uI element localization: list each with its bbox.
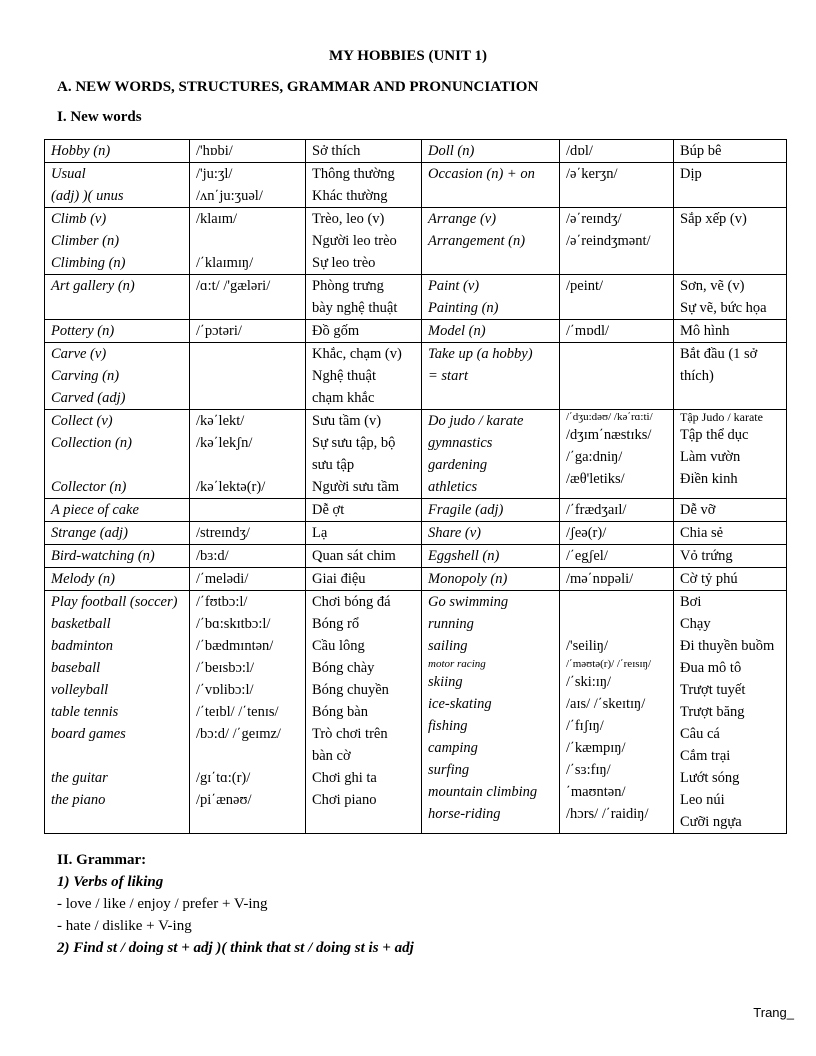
- cell-line: Usual: [51, 166, 86, 182]
- cell-line: Do judo / karate: [428, 413, 524, 429]
- table-row: [45, 545, 787, 568]
- meaning-cell: [674, 522, 787, 545]
- cell-line: /΄teɪbl/ /΄tenɪs/: [196, 704, 279, 720]
- cell-line: /΄bædmɪntən/: [196, 638, 274, 654]
- cell-line: /΄beɪsbɔ:l/: [196, 660, 254, 676]
- table-row: [45, 163, 787, 208]
- grammar-line: - hate / dislike + V-ing: [57, 918, 192, 934]
- table-row: [45, 499, 787, 522]
- ipa-cell: [190, 499, 306, 522]
- cell-line: /ə΄reɪndʒ/: [566, 211, 622, 227]
- ipa-cell: [560, 499, 674, 522]
- cell-line: sưu tập: [312, 457, 355, 473]
- ipa-cell: [190, 343, 306, 410]
- table-row: [45, 591, 787, 834]
- meaning-cell: [306, 545, 422, 568]
- cell-line: /ʌn΄ju:ʒuəl/: [196, 188, 263, 204]
- cell-line: Làm vườn: [680, 449, 741, 465]
- cell-line: Strange (adj): [51, 525, 128, 541]
- ipa-cell: [560, 410, 674, 499]
- cell-line: Tập thể dục: [680, 427, 749, 443]
- cell-line: board games: [51, 726, 126, 742]
- cell-line: thích): [680, 368, 714, 384]
- cell-line: /΄fɪʃɪŋ/: [566, 718, 604, 734]
- meaning-cell: [306, 320, 422, 343]
- cell-line: /dʒɪm΄næstɪks/: [566, 427, 652, 443]
- word-cell: [45, 545, 190, 568]
- cell-line: /΄pɔtəri/: [196, 323, 242, 339]
- cell-line: [196, 499, 299, 521]
- cell-line: [566, 591, 667, 613]
- cell-line: Doll (n): [428, 143, 475, 159]
- cell-line: /΄klaɪmɪŋ/: [196, 255, 254, 271]
- cell-line: camping: [428, 740, 478, 756]
- table-row: [45, 568, 787, 591]
- cell-line: Share (v): [428, 525, 482, 541]
- cell-line: Điền kinh: [680, 471, 738, 487]
- word-cell: [422, 163, 560, 208]
- meaning-cell: [306, 568, 422, 591]
- meaning-cell: [306, 410, 422, 499]
- ipa-cell: [190, 568, 306, 591]
- cell-line: surfing: [428, 762, 470, 778]
- grammar-section: [57, 849, 414, 959]
- cell-line: /kə΄lekʃn/: [196, 435, 253, 451]
- cell-line: Sự vẽ, bức họa: [680, 300, 767, 316]
- table-row: [45, 320, 787, 343]
- meaning-cell: [306, 499, 422, 522]
- cell-line: Cưỡi ngựa: [680, 814, 742, 830]
- cell-line: Phòng trưng: [312, 278, 384, 294]
- grammar-line: - love / like / enjoy / prefer + V-ing: [57, 896, 268, 912]
- ipa-cell: [560, 163, 674, 208]
- cell-line: /æθ'letiks/: [566, 471, 625, 487]
- cell-line: /gɪ΄tɑ:(r)/: [196, 770, 251, 786]
- cell-line: Collect (v): [51, 413, 113, 429]
- cell-line: Sự leo trèo: [312, 255, 376, 271]
- word-cell: [45, 522, 190, 545]
- cell-line: /΄vɒlibɔ:l/: [196, 682, 254, 698]
- cell-line: Thông thường: [312, 166, 395, 182]
- cell-line: (adj) )( unus: [51, 188, 124, 204]
- cell-line: /΄dʒu:dəʊ/ /kə΄rɑ:ti/: [566, 411, 653, 423]
- cell-line: Art gallery (n): [51, 278, 135, 294]
- ipa-cell: [190, 163, 306, 208]
- cell-line: /΄məʊtə(r)/ /΄reɪsɪŋ/: [566, 658, 652, 670]
- cell-line: Vỏ trứng: [680, 548, 733, 564]
- cell-line: /΄ski:ɪŋ/: [566, 674, 612, 690]
- cell-line: /hɔrs/ /΄raidiŋ/: [566, 806, 649, 822]
- cell-line: fishing: [428, 718, 468, 734]
- cell-line: Painting (n): [428, 300, 499, 316]
- cell-line: Tập Judo / karate: [680, 410, 763, 424]
- cell-line: Khác thường: [312, 188, 388, 204]
- cell-line: Cờ tỷ phú: [680, 571, 738, 587]
- cell-line: [566, 343, 667, 365]
- cell-line: Fragile (adj): [428, 502, 504, 518]
- cell-line: Khắc, chạm (v): [312, 346, 402, 362]
- page-footer: Trang_: [753, 1005, 794, 1020]
- cell-line: Carved (adj): [51, 390, 126, 406]
- cell-line: [51, 745, 183, 767]
- cell-line: /streɪndʒ/: [196, 525, 250, 541]
- meaning-cell: [674, 320, 787, 343]
- cell-line: Climbing (n): [51, 255, 126, 271]
- cell-line: gardening: [428, 457, 488, 473]
- ipa-cell: [560, 140, 674, 163]
- cell-line: sailing: [428, 638, 468, 654]
- ipa-cell: [560, 591, 674, 834]
- grammar-subheading-2: 2) Find st / doing st + adj )( think that st / doing st is + adj: [57, 940, 414, 956]
- word-cell: [422, 568, 560, 591]
- section-new-words-heading: I. New words: [57, 109, 142, 125]
- cell-line: /΄sɜ:fɪŋ/: [566, 762, 611, 778]
- meaning-cell: [306, 208, 422, 275]
- meaning-cell: [306, 163, 422, 208]
- word-cell: [45, 499, 190, 522]
- ipa-cell: [190, 140, 306, 163]
- cell-line: Sở thích: [312, 143, 361, 159]
- meaning-cell: [674, 140, 787, 163]
- cell-line: [566, 613, 667, 635]
- cell-line: Dịp: [680, 166, 702, 182]
- cell-line: [196, 745, 299, 767]
- cell-line: Take up (a hobby): [428, 346, 533, 362]
- cell-line: Carve (v): [51, 346, 107, 362]
- cell-line: Occasion (n) + on: [428, 166, 535, 182]
- ipa-cell: [190, 591, 306, 834]
- meaning-cell: [674, 591, 787, 834]
- table-row: [45, 343, 787, 410]
- cell-line: Go swimming: [428, 594, 509, 610]
- cell-line: Sắp xếp (v): [680, 211, 747, 227]
- vocabulary-table: [44, 139, 787, 834]
- cell-line: Melody (n): [51, 571, 116, 587]
- grammar-heading: II. Grammar:: [57, 852, 147, 868]
- ipa-cell: [560, 320, 674, 343]
- cell-line: Model (n): [428, 323, 486, 339]
- cell-line: /ə΄reindʒmənt/: [566, 233, 651, 249]
- meaning-cell: [674, 208, 787, 275]
- cell-line: /ɑ:t/ /'gæləri/: [196, 278, 271, 294]
- table-row: [45, 275, 787, 320]
- cell-line: /aɪs/ /΄skeɪtɪŋ/: [566, 696, 646, 712]
- cell-line: /dɒl/: [566, 143, 593, 159]
- cell-line: [196, 454, 299, 476]
- cell-line: /ə΄kerʒn/: [566, 166, 618, 182]
- word-cell: [45, 275, 190, 320]
- cell-line: Giai điệu: [312, 571, 366, 587]
- cell-line: [196, 343, 299, 365]
- cell-line: Chơi ghi ta: [312, 770, 377, 786]
- section-a-heading: A. NEW WORDS, STRUCTURES, GRAMMAR AND PRONUNCIATION: [57, 79, 539, 95]
- cell-line: /'ju:ʒl/: [196, 166, 233, 182]
- meaning-cell: [674, 410, 787, 499]
- cell-line: /΄mɒdl/: [566, 323, 610, 339]
- meaning-cell: [306, 591, 422, 834]
- grammar-subheading-1: 1) Verbs of liking: [57, 874, 164, 890]
- word-cell: [45, 208, 190, 275]
- ipa-cell: [190, 320, 306, 343]
- cell-line: /klaɪm/: [196, 211, 238, 227]
- cell-line: the piano: [51, 792, 106, 808]
- cell-line: /'seiliŋ/: [566, 638, 609, 654]
- word-cell: [45, 591, 190, 834]
- table-row: [45, 410, 787, 499]
- ipa-cell: [560, 343, 674, 410]
- cell-line: /'hɒbi/: [196, 143, 233, 159]
- cell-line: Eggshell (n): [428, 548, 500, 564]
- meaning-cell: [306, 275, 422, 320]
- cell-line: /bɔ:d/ /΄geɪmz/: [196, 726, 281, 742]
- cell-line: Dễ vỡ: [680, 502, 716, 518]
- cell-line: /peint/: [566, 278, 604, 294]
- cell-line: Sưu tầm (v): [312, 413, 382, 429]
- meaning-cell: [306, 343, 422, 410]
- table-row: [45, 522, 787, 545]
- cell-line: ΄maʊntən/: [566, 784, 626, 800]
- cell-line: Collector (n): [51, 479, 127, 495]
- ipa-cell: [190, 545, 306, 568]
- cell-line: bày nghệ thuật: [312, 300, 398, 316]
- cell-line: Nghệ thuật: [312, 368, 377, 384]
- word-cell: [45, 568, 190, 591]
- word-cell: [422, 522, 560, 545]
- cell-line: Climb (v): [51, 211, 107, 227]
- cell-line: Trèo, leo (v): [312, 211, 385, 227]
- cell-line: Trò chơi trên: [312, 726, 388, 742]
- meaning-cell: [674, 568, 787, 591]
- cell-line: /΄kæmpɪŋ/: [566, 740, 626, 756]
- cell-line: /΄ga:dniŋ/: [566, 449, 623, 465]
- cell-line: Người sưu tầm: [312, 479, 400, 495]
- meaning-cell: [306, 140, 422, 163]
- cell-line: gymnastics: [428, 435, 493, 451]
- word-cell: [45, 410, 190, 499]
- cell-line: Bắt đầu (1 sở: [680, 346, 758, 362]
- cell-line: = start: [428, 368, 469, 384]
- table-row: [45, 140, 787, 163]
- cell-line: Arrange (v): [428, 211, 497, 227]
- cell-line: /΄fʊtbɔ:l/: [196, 594, 248, 610]
- word-cell: [45, 163, 190, 208]
- cell-line: Bóng rổ: [312, 616, 360, 632]
- ipa-cell: [190, 522, 306, 545]
- cell-line: /kə΄lektə(r)/: [196, 479, 266, 495]
- cell-line: Đi thuyền buồm: [680, 638, 775, 654]
- cell-line: /ʃeə(r)/: [566, 525, 607, 541]
- cell-line: volleyball: [51, 682, 109, 698]
- cell-line: Lạ: [312, 525, 328, 541]
- meaning-cell: [674, 343, 787, 410]
- cell-line: Chơi piano: [312, 792, 377, 808]
- ipa-cell: [560, 545, 674, 568]
- cell-line: Người leo trèo: [312, 233, 397, 249]
- cell-line: Collection (n): [51, 435, 132, 451]
- cell-line: [196, 230, 299, 252]
- cell-line: Climber (n): [51, 233, 120, 249]
- cell-line: Cắm trại: [680, 748, 731, 764]
- cell-line: Bóng chày: [312, 660, 375, 676]
- cell-line: Câu cá: [680, 726, 720, 742]
- table-row: [45, 208, 787, 275]
- cell-line: [51, 454, 183, 476]
- word-cell: [422, 343, 560, 410]
- ipa-cell: [560, 208, 674, 275]
- cell-line: Monopoly (n): [428, 571, 508, 587]
- meaning-cell: [306, 522, 422, 545]
- cell-line: Bóng chuyền: [312, 682, 389, 698]
- word-cell: [422, 275, 560, 320]
- cell-line: Carving (n): [51, 368, 120, 384]
- cell-line: Đua mô tô: [680, 660, 742, 676]
- meaning-cell: [674, 163, 787, 208]
- cell-line: Sự sưu tập, bộ: [312, 435, 396, 451]
- ipa-cell: [560, 275, 674, 320]
- page-title: MY HOBBIES (UNIT 1): [329, 48, 487, 64]
- cell-line: Chia sẻ: [680, 525, 724, 541]
- cell-line: Chơi bóng đá: [312, 594, 391, 610]
- cell-line: Bóng bàn: [312, 704, 368, 720]
- meaning-cell: [674, 275, 787, 320]
- cell-line: running: [428, 616, 474, 632]
- ipa-cell: [190, 410, 306, 499]
- word-cell: [422, 545, 560, 568]
- cell-line: baseball: [51, 660, 101, 676]
- cell-line: Hobby (n): [51, 143, 111, 159]
- cell-line: Sơn, vẽ (v): [680, 278, 745, 294]
- cell-line: the guitar: [51, 770, 108, 786]
- cell-line: Quan sát chim: [312, 548, 396, 564]
- cell-line: /bɜ:d/: [196, 548, 229, 564]
- meaning-cell: [674, 499, 787, 522]
- ipa-cell: [190, 275, 306, 320]
- word-cell: [422, 208, 560, 275]
- cell-line: horse-riding: [428, 806, 501, 822]
- cell-line: mountain climbing: [428, 784, 538, 800]
- word-cell: [45, 140, 190, 163]
- word-cell: [45, 343, 190, 410]
- cell-line: motor racing: [428, 658, 486, 670]
- ipa-cell: [190, 208, 306, 275]
- ipa-cell: [560, 568, 674, 591]
- word-cell: [422, 320, 560, 343]
- cell-line: Chạy: [680, 616, 711, 632]
- cell-line: A piece of cake: [51, 502, 139, 518]
- cell-line: skiing: [428, 674, 463, 690]
- cell-line: Play football (soccer): [51, 594, 178, 610]
- word-cell: [422, 591, 560, 834]
- cell-line: Lướt sóng: [680, 770, 740, 786]
- cell-line: badminton: [51, 638, 114, 654]
- cell-line: Đồ gốm: [312, 323, 360, 339]
- cell-line: Trượt tuyết: [680, 682, 746, 698]
- cell-line: bàn cờ: [312, 748, 351, 764]
- cell-line: /΄egʃel/: [566, 548, 608, 564]
- cell-line: Dễ ợt: [312, 502, 345, 518]
- cell-line: /pi΄ænəʊ/: [196, 792, 252, 808]
- cell-line: /΄bɑ:skɪtbɔ:l/: [196, 616, 271, 632]
- cell-line: /mə΄nɒpəli/: [566, 571, 634, 587]
- word-cell: [45, 320, 190, 343]
- cell-line: athletics: [428, 479, 478, 495]
- cell-line: basketball: [51, 616, 111, 632]
- word-cell: [422, 499, 560, 522]
- cell-line: Bird-watching (n): [51, 548, 155, 564]
- cell-line: Arrangement (n): [428, 233, 526, 249]
- cell-line: Paint (v): [428, 278, 480, 294]
- cell-line: Mô hình: [680, 323, 730, 339]
- cell-line: Trượt băng: [680, 704, 745, 720]
- cell-line: /΄melədi/: [196, 571, 249, 587]
- cell-line: Leo núi: [680, 792, 725, 808]
- word-cell: [422, 140, 560, 163]
- cell-line: ice-skating: [428, 696, 492, 712]
- cell-line: Búp bê: [680, 143, 722, 159]
- cell-line: table tennis: [51, 704, 119, 720]
- cell-line: Pottery (n): [51, 323, 115, 339]
- cell-line: /kə΄lekt/: [196, 413, 245, 429]
- cell-line: Cầu lông: [312, 638, 365, 654]
- cell-line: Bơi: [680, 594, 702, 610]
- word-cell: [422, 410, 560, 499]
- cell-line: chạm khắc: [312, 390, 375, 406]
- cell-line: /΄frædʒaɪl/: [566, 502, 627, 518]
- meaning-cell: [674, 545, 787, 568]
- ipa-cell: [560, 522, 674, 545]
